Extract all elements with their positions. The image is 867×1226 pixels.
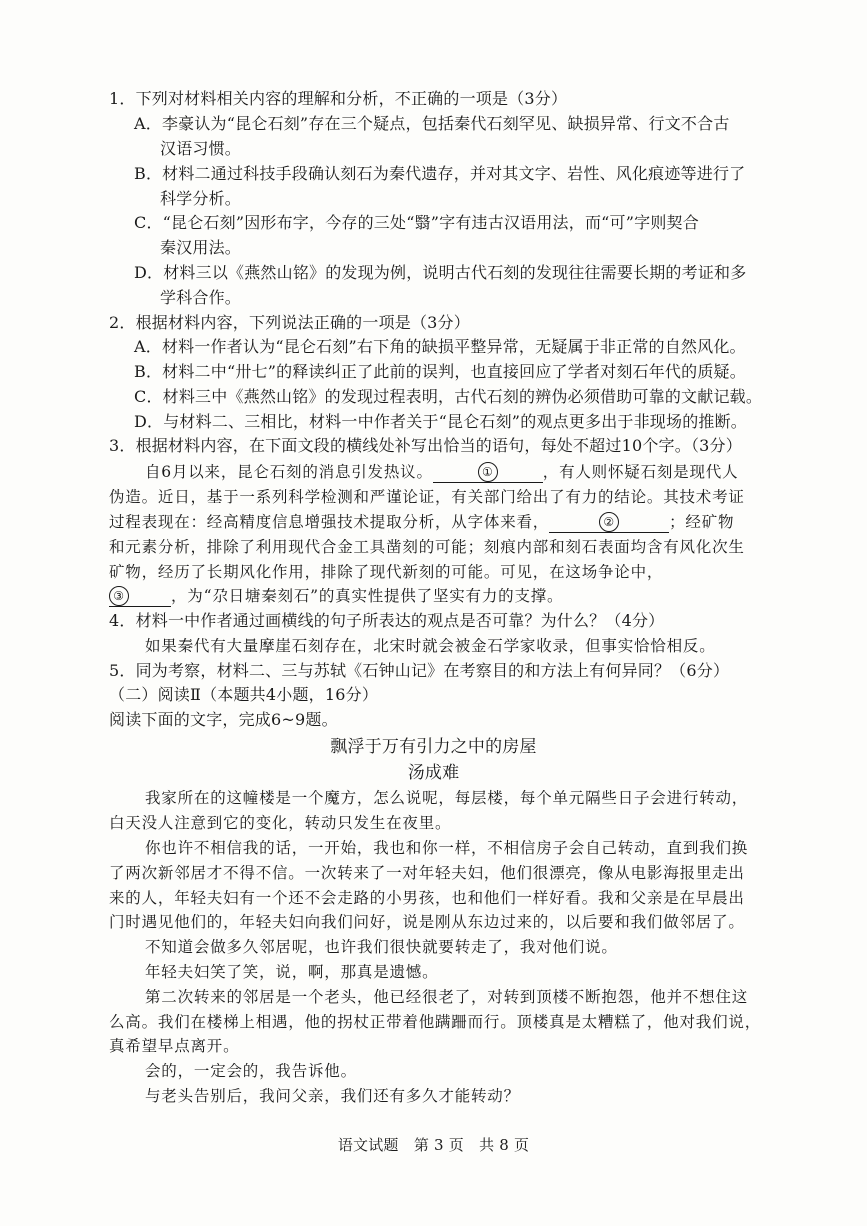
q2-option-a: A．材料一作者认为“昆仑石刻”右下角的缺损平整异常，无疑属于非正常的自然风化。 <box>134 337 746 356</box>
blank-number: ③ <box>109 586 129 606</box>
q3-passage-line <box>109 584 563 608</box>
q1-option-a: A．李豪认为“昆仑石刻”存在三个疑点，包括秦代石刻罕见、缺损异常、行文不合古 <box>134 114 730 133</box>
q3-text: ，有人则怀疑石刻是现代人 <box>542 463 739 481</box>
story-line: 我家所在的这幢楼是一个魔方，怎么说呢，每层楼，每个单元隔些日子会进行转动， <box>145 789 749 807</box>
blank-number: ② <box>599 512 619 532</box>
article-author: 汤成难 <box>407 763 460 783</box>
q2-option-c: C．材料三中《燕然山铭》的发现过程表明，古代石刻的辨伪必须借助可靠的文献记载。 <box>134 387 763 406</box>
q3-passage-line <box>109 510 734 534</box>
answer-blank-2 <box>549 512 669 533</box>
story-line: 了两次新邻居才不得不信。一次转来了一对年轻夫妇，他们很漂亮，像从电影海报里走出 <box>109 864 745 882</box>
story-line: 会的，一定会的，我告诉他。 <box>145 1062 357 1080</box>
q1-option-d: D．材料三以《燕然山铭》的发现为例，说明古代石刻的发现往往需要长期的考证和多 <box>134 263 747 282</box>
story-line: 第二次转来的邻居是一个老头，他已经很老了，对转到顶楼不断抱怨，他并不想住这 <box>145 988 749 1006</box>
q3-text: 过程表现在：经高精度信息增强技术提取分析，从字体来看， <box>109 513 550 531</box>
story-line: 么高。我们在楼梯上相遇，他的拐杖正带着他蹒跚而行。顶楼真是太糟糕了，他对我们说， <box>109 1013 762 1031</box>
story-line: 来的人，年轻夫妇有一个还不会走路的小男孩，也和他们一样好看。我和父亲是在早晨出 <box>109 889 745 907</box>
story-line: 真希望早点离开。 <box>109 1037 240 1055</box>
q2-option-b: B．材料二中“卅七”的释读纠正了此前的误判，也直接回应了学者对刻石年代的质疑。 <box>134 362 746 381</box>
q1-option-b: B．材料二通过科技手段确认刻石为秦代遗存，并对其文字、岩性、风化痕迹等进行了 <box>134 164 746 183</box>
blank-number: ① <box>478 462 498 482</box>
page-footer: 语文试题 第 3 页 共 8 页 <box>337 1136 530 1154</box>
q1-option-c: C．“昆仑石刻”因形布字，今存的三处“翳”字有违古汉语用法，而“可”字则契合 <box>134 213 699 232</box>
q5-stem: 5．同为考察，材料二、三与苏轼《石钟山记》在考察目的和方法上有何异同？（6分） <box>109 661 730 680</box>
article-title: 飘浮于万有引力之中的房屋 <box>330 737 537 757</box>
q3-passage-line <box>145 460 738 484</box>
story-line: 白天没人注意到它的变化，转动只发生在夜里。 <box>109 814 452 832</box>
q3-stem: 3．根据材料内容，在下面文段的横线处补写出恰当的语句，每处不超过10个字。（3分） <box>109 436 742 455</box>
q1-option-c-cont: 秦汉用法。 <box>160 238 242 257</box>
q3-passage-line: 矿物，经历了长期风化作用，排除了现代新刻的可能。可见，在这场争论中， <box>109 563 664 581</box>
story-line: 与老头告别后，我问父亲，我们还有多久才能转动？ <box>145 1087 520 1105</box>
section-heading: （二）阅读Ⅱ（本题共4小题，16分） <box>109 685 379 704</box>
q3-text: 自6月以来，昆仑石刻的消息引发热议。 <box>145 463 433 481</box>
story-line: 你也许不相信我的话，一开始，我也和你一样，不相信房子会自己转动，直到我们换 <box>145 839 749 857</box>
story-line: 年轻夫妇笑了笑，说，啊，那真是遗憾。 <box>145 963 439 981</box>
story-line: 门时遇见他们的，年轻夫妇向我们问好，说是刚从东边过来的，以后要和我们做邻居了。 <box>109 913 745 931</box>
q3-text: ；经矿物 <box>669 513 735 531</box>
q4-quote: 如果秦代有大量摩崖石刻存在，北宋时就会被金石学家收录，但事实恰恰相反。 <box>145 637 716 655</box>
q3-passage-line: 伪造。近日，基于一系列科学检测和严谨论证，有关部门给出了有力的结论。其技术考证 <box>109 488 745 506</box>
q3-passage-line: 和元素分析，排除了利用现代合金工具凿刻的可能；刻痕内部和刻石表面均含有风化次生 <box>109 538 745 556</box>
q1-option-b-cont: 科学分析。 <box>160 189 242 208</box>
q2-stem: 2．根据材料内容，下列说法正确的一项是（3分） <box>109 313 470 332</box>
answer-blank-3 <box>109 586 171 607</box>
q1-option-d-cont: 学科合作。 <box>160 288 242 307</box>
story-line: 不知道会做多久邻居呢，也许我们很快就要转走了，我对他们说。 <box>145 938 618 956</box>
q2-option-d: D．与材料二、三相比，材料一中作者关于“昆仑石刻”的观点更多出于非现场的推断。 <box>134 412 747 431</box>
q3-text: ，为“尕日塘秦刻石”的真实性提供了坚实有力的支撑。 <box>171 587 564 605</box>
answer-blank-1 <box>433 462 543 483</box>
reading-instruction: 阅读下面的文字，完成6~9题。 <box>109 710 338 729</box>
q1-stem: 1．下列对材料相关内容的理解和分析，不正确的一项是（3分） <box>109 89 568 108</box>
q1-option-a-cont: 汉语习惯。 <box>160 139 242 158</box>
q4-stem: 4．材料一中作者通过画横线的句子所表达的观点是否可靠？为什么？（4分） <box>109 611 665 630</box>
